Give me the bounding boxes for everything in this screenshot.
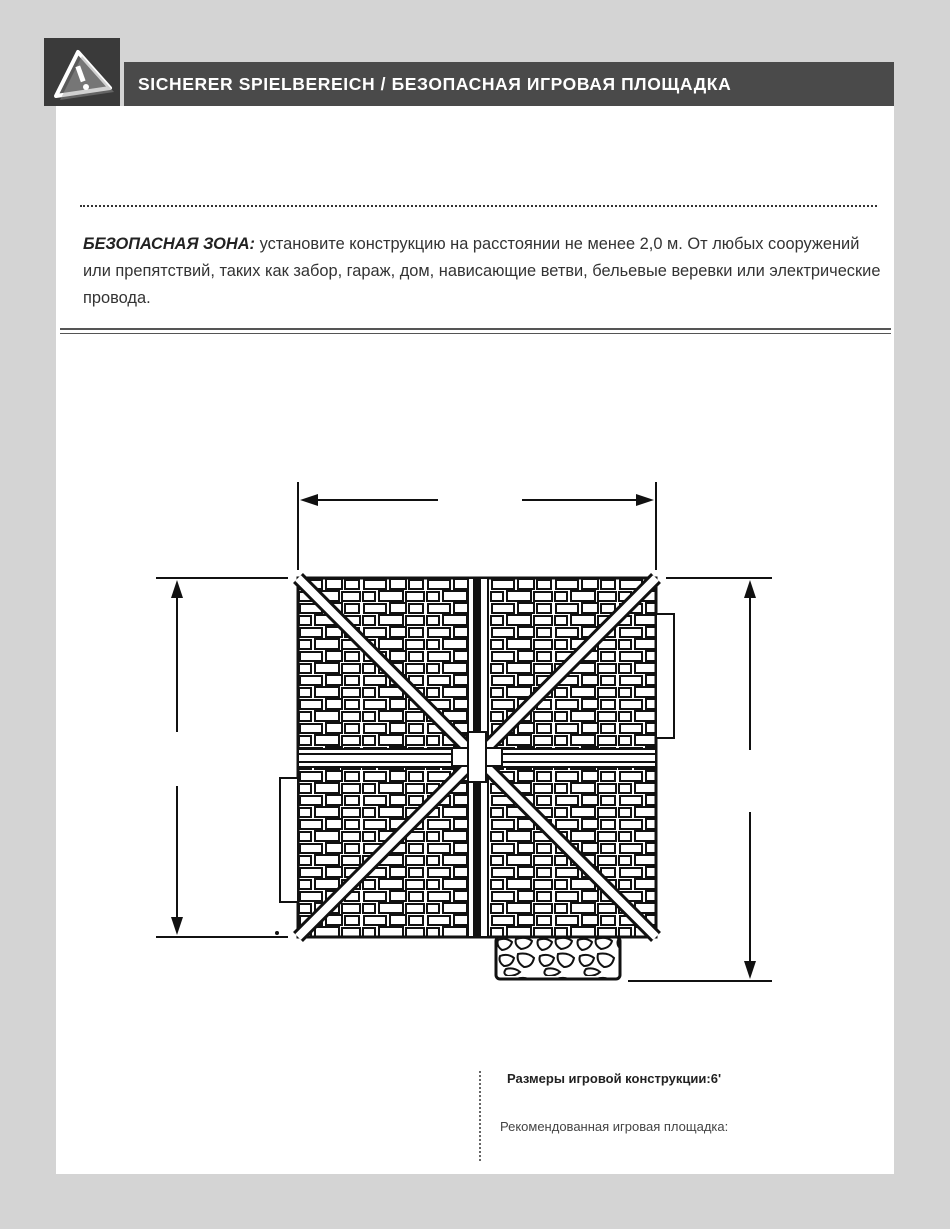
safety-zone-label: БЕЗОПАСНАЯ ЗОНА: [83, 235, 256, 253]
double-rule-bottom [60, 333, 891, 334]
double-rule-top [60, 328, 891, 330]
safety-zone-paragraph [83, 231, 883, 312]
warning-triangle-icon [44, 38, 120, 106]
safety-zone-text: установите конструкцию на расстоянии не менее 2,0 м. От любых сооружений или препятствий, таких как забор, гараж, дом, нависающие ветви, бельевые веревки или электрические провода. [83, 235, 881, 307]
playset-dimensions-label: Размеры игровой конструкции:6' [507, 1071, 722, 1086]
playset-top-view-diagram [150, 476, 790, 1001]
section-header: SICHERER SPIELBEREICH / БЕЗОПАСНАЯ ИГРОВАЯ ПЛОЩАДКА [124, 62, 894, 106]
dotted-divider [80, 205, 877, 207]
vertical-dotted-divider [479, 1071, 481, 1161]
recommended-area-label: Рекомендованная игровая площадка: [500, 1119, 729, 1134]
